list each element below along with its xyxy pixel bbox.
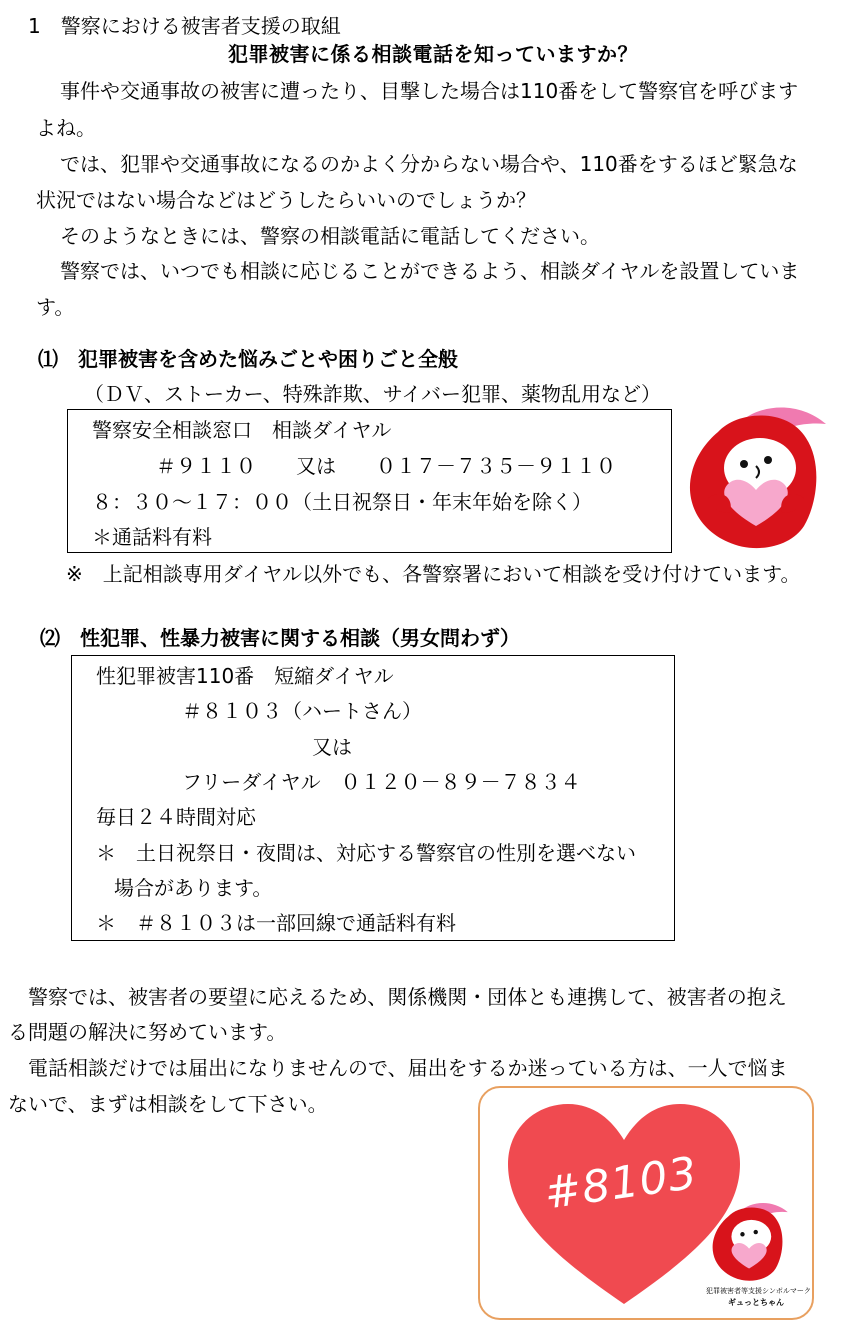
section2-box-name: 性犯罪被害110番 短縮ダイヤル bbox=[96, 664, 394, 688]
section2-box-note2: ＊ ＃８１０３は一部回線で通話料有料 bbox=[96, 911, 456, 935]
closing-p1-line1: 警察では、被害者の要望に応えるため、関係機関・団体とも連携して、被害者の抱え bbox=[28, 985, 787, 1009]
intro-p4-line2: す。 bbox=[36, 295, 75, 319]
section2-box bbox=[71, 655, 675, 941]
section2-heading: ⑵ 性犯罪、性暴力被害に関する相談（男女問わず） bbox=[40, 626, 520, 650]
section2-box-short-dial: ＃８１０３（ハートさん） bbox=[182, 699, 422, 723]
section1-subheading: （ＤＶ、ストーカー、特殊詐欺、サイバー犯罪、薬物乱用など） bbox=[84, 382, 661, 406]
mascot-gyuttochan-icon bbox=[678, 402, 830, 554]
intro-p3: そのようなときには、警察の相談電話に電話してください。 bbox=[60, 224, 600, 248]
section1-box-hours: ８：３０～１７：００（土日祝祭日・年末年始を除く） bbox=[92, 490, 592, 514]
intro-p2-line2: 状況ではない場合などはどうしたらいいのでしょうか？ bbox=[36, 188, 536, 212]
closing-p1-line2: る問題の解決に努めています。 bbox=[8, 1020, 287, 1044]
heart-number: #8103 bbox=[541, 1147, 701, 1220]
page-title: 犯罪被害に係る相談電話を知っていますか？ bbox=[228, 42, 638, 66]
intro-p4-line1: 警察では、いつでも相談に応じることができるよう、相談ダイヤルを設置していま bbox=[60, 259, 800, 283]
heart-card bbox=[478, 1086, 814, 1320]
section2-box-note1-line2: 場合があります。 bbox=[114, 876, 273, 900]
section1-box-name: 警察安全相談窓口 相談ダイヤル bbox=[92, 418, 392, 442]
section2-box-note1-line1: ＊ 土日祝祭日・夜間は、対応する警察官の性別を選べない bbox=[96, 841, 636, 865]
intro-p2-line1: では、犯罪や交通事故になるのかよく分からない場合や、110番をするほど緊急な bbox=[60, 152, 798, 176]
section1-box bbox=[67, 409, 672, 553]
section1-footnote: ※ 上記相談専用ダイヤル以外でも、各警察署において相談を受け付けています。 bbox=[66, 562, 801, 586]
section2-box-free-dial: フリーダイヤル ０１２０－８９－７８３４ bbox=[182, 770, 581, 794]
intro-p1-line1: 事件や交通事故の被害に遭ったり、目撃した場合は110番をして警察官を呼びます bbox=[60, 79, 799, 103]
intro-p1-line2: よね。 bbox=[36, 116, 96, 140]
section2-box-or: 又は bbox=[312, 735, 352, 759]
mascot-small-icon bbox=[706, 1200, 790, 1284]
card-caption-line1: 犯罪被害者等支援シンボルマーク bbox=[706, 1287, 811, 1295]
section1-box-numbers: ＃９１１０ 又は ０１７－７３５－９１１０ bbox=[156, 454, 616, 478]
section1-heading: ⑴ 犯罪被害を含めた悩みごとや困りごと全般 bbox=[38, 347, 458, 371]
closing-p2-line1: 電話相談だけでは届出になりませんので、届出をするか迷っている方は、一人で悩ま bbox=[28, 1056, 788, 1080]
card-caption-line2: ギュっとちゃん bbox=[728, 1298, 784, 1307]
section2-box-hours: 毎日２４時間対応 bbox=[96, 805, 256, 829]
section-heading: 1 警察における被害者支援の取組 bbox=[28, 14, 341, 38]
section1-box-note: ＊通話料有料 bbox=[92, 525, 212, 549]
closing-p2-line2: ないで、まずは相談をして下さい。 bbox=[8, 1092, 328, 1116]
